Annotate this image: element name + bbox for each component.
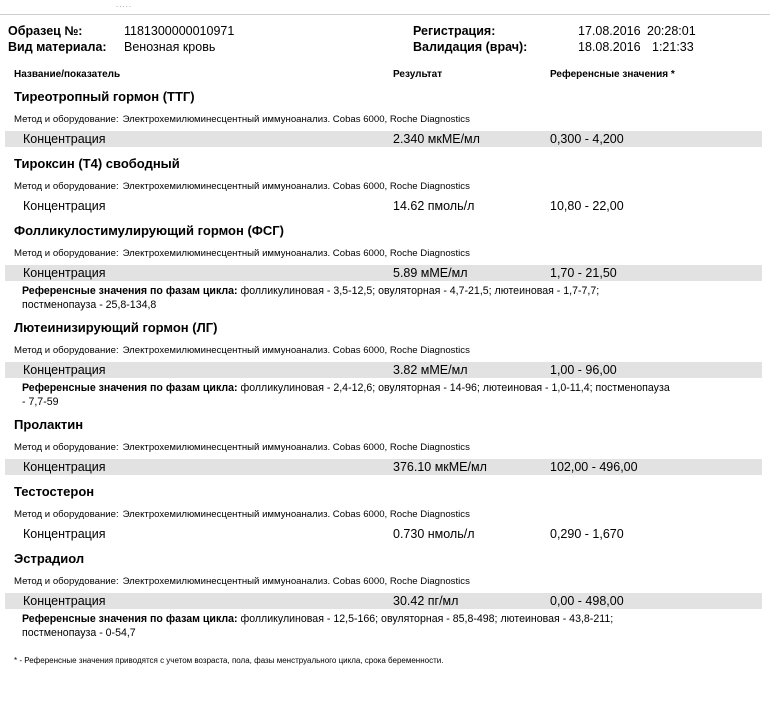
test-method bbox=[14, 248, 474, 259]
result-row bbox=[5, 362, 762, 378]
test-method bbox=[14, 114, 474, 125]
footnote: * - Референсные значения приводятся с учетом возраста, пола, фазы менструального цикла, срока беременности. bbox=[14, 656, 444, 665]
test-method bbox=[14, 576, 474, 587]
phase-values: фолликулиновая - 12,5-166; овуляторная - 85,8-498; лютеиновая - 43,8-211; постменопауза - 0-54,7 bbox=[22, 613, 614, 639]
result-row bbox=[5, 459, 762, 475]
top-divider bbox=[0, 14, 770, 15]
test-title: Тестостерон bbox=[14, 484, 95, 499]
result-row bbox=[5, 131, 762, 147]
column-header-result: Результат bbox=[393, 69, 443, 80]
registration-date: 17.08.2016 bbox=[578, 24, 641, 38]
reference-range: 0,300 - 4,200 bbox=[550, 132, 624, 146]
method-label: Метод и оборудование: bbox=[14, 114, 119, 125]
test-method bbox=[14, 442, 474, 453]
material-label: Вид материала: bbox=[8, 40, 107, 54]
test-method bbox=[14, 181, 474, 192]
param-label: Концентрация bbox=[23, 199, 106, 213]
param-label: Концентрация bbox=[23, 132, 106, 146]
result-value: 5.89 мМЕ/мл bbox=[393, 266, 468, 280]
phase-label: Референсные значения по фазам цикла: bbox=[22, 285, 238, 297]
sample-label: Образец №: bbox=[8, 24, 83, 38]
method-label: Метод и оборудование: bbox=[14, 248, 119, 259]
result-value: 0.730 нмоль/л bbox=[393, 527, 475, 541]
result-value: 376.10 мкМЕ/мл bbox=[393, 460, 487, 474]
param-label: Концентрация bbox=[23, 460, 106, 474]
test-title: Эстрадиол bbox=[14, 551, 85, 566]
material-value: Венозная кровь bbox=[124, 40, 216, 54]
reference-range: 0,00 - 498,00 bbox=[550, 594, 624, 608]
method-label: Метод и оборудование: bbox=[14, 442, 119, 453]
param-label: Концентрация bbox=[23, 527, 106, 541]
column-header-name: Название/показатель bbox=[14, 69, 121, 80]
validation-date: 18.08.2016 bbox=[578, 40, 641, 54]
top-dots-decoration: ..... bbox=[116, 0, 133, 9]
method-label: Метод и оборудование: bbox=[14, 345, 119, 356]
param-label: Концентрация bbox=[23, 363, 106, 377]
phase-values: фолликулиновая - 3,5-12,5; овуляторная - 4,7-21,5; лютеиновая - 1,7-7,7; постменопауза - 25,8-134,8 bbox=[22, 285, 600, 311]
method-label: Метод и оборудование: bbox=[14, 509, 119, 520]
method-value: Электрохемилюминесцентный иммуноанализ. Cobas 6000, Roche Diagnostics bbox=[122, 442, 470, 453]
reference-range: 10,80 - 22,00 bbox=[550, 199, 624, 213]
result-value: 3.82 мМЕ/мл bbox=[393, 363, 468, 377]
result-row bbox=[5, 265, 762, 281]
method-label: Метод и оборудование: bbox=[14, 181, 119, 192]
method-value: Электрохемилюминесцентный иммуноанализ. Cobas 6000, Roche Diagnostics bbox=[122, 181, 470, 192]
phase-reference-note bbox=[22, 381, 672, 409]
registration-label: Регистрация: bbox=[413, 24, 496, 38]
method-value: Электрохемилюминесцентный иммуноанализ. Cobas 6000, Roche Diagnostics bbox=[122, 509, 470, 520]
test-method bbox=[14, 345, 474, 356]
result-row bbox=[5, 593, 762, 609]
phase-reference-note bbox=[22, 284, 672, 312]
test-title: Тироксин (Т4) свободный bbox=[14, 156, 180, 171]
result-value: 14.62 пмоль/л bbox=[393, 199, 475, 213]
test-title: Лютеинизирующий гормон (ЛГ) bbox=[14, 320, 218, 335]
column-header-reference: Референсные значения * bbox=[550, 69, 675, 80]
result-row bbox=[5, 526, 762, 542]
method-value: Электрохемилюминесцентный иммуноанализ. Cobas 6000, Roche Diagnostics bbox=[122, 576, 470, 587]
method-label: Метод и оборудование: bbox=[14, 576, 119, 587]
reference-range: 0,290 - 1,670 bbox=[550, 527, 624, 541]
reference-range: 1,70 - 21,50 bbox=[550, 266, 617, 280]
phase-label: Референсные значения по фазам цикла: bbox=[22, 382, 238, 394]
reference-range: 1,00 - 96,00 bbox=[550, 363, 617, 377]
sample-number: 1181300000010971 bbox=[124, 24, 235, 38]
registration-time: 20:28:01 bbox=[647, 24, 696, 38]
phase-values: фолликулиновая - 2,4-12,6; овуляторная - 14-96; лютеиновая - 1,0-11,4; постменопауза - 7,7-59 bbox=[22, 382, 670, 408]
result-value: 30.42 пг/мл bbox=[393, 594, 459, 608]
phase-reference-note bbox=[22, 612, 672, 640]
result-row bbox=[5, 198, 762, 214]
validation-time: 1:21:33 bbox=[652, 40, 694, 54]
validation-label: Валидация (врач): bbox=[413, 40, 528, 54]
param-label: Концентрация bbox=[23, 594, 106, 608]
result-value: 2.340 мкМЕ/мл bbox=[393, 132, 480, 146]
test-title: Тиреотропный гормон (ТТГ) bbox=[14, 89, 195, 104]
test-title: Пролактин bbox=[14, 417, 84, 432]
test-method bbox=[14, 509, 474, 520]
reference-range: 102,00 - 496,00 bbox=[550, 460, 638, 474]
phase-label: Референсные значения по фазам цикла: bbox=[22, 613, 238, 625]
test-title: Фолликулостимулирующий гормон (ФСГ) bbox=[14, 223, 284, 238]
param-label: Концентрация bbox=[23, 266, 106, 280]
method-value: Электрохемилюминесцентный иммуноанализ. Cobas 6000, Roche Diagnostics bbox=[122, 248, 470, 259]
method-value: Электрохемилюминесцентный иммуноанализ. Cobas 6000, Roche Diagnostics bbox=[122, 114, 470, 125]
method-value: Электрохемилюминесцентный иммуноанализ. Cobas 6000, Roche Diagnostics bbox=[122, 345, 470, 356]
